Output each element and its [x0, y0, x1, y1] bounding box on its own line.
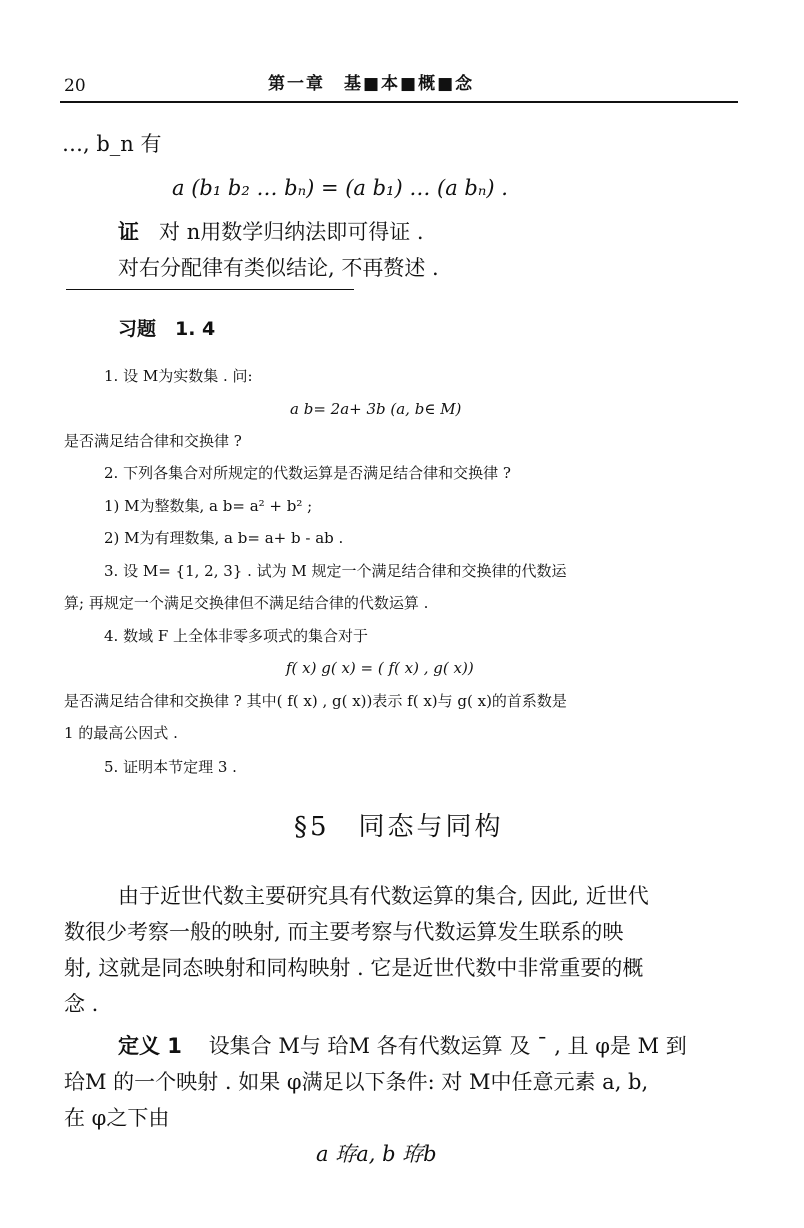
section-rule — [66, 289, 354, 290]
exercise-5: 5. 证明本节定理 3 . — [104, 758, 237, 776]
exercise-1-formula: a b= 2a+ 3b (a, b∈ M) — [290, 400, 462, 418]
exercise-3-cont: 算; 再规定一个满足交换律但不满足结合律的代数运算 . — [64, 594, 429, 612]
header-rule — [60, 101, 738, 103]
exercise-4: 4. 数域 F 上全体非零多项式的集合对于 — [104, 627, 369, 645]
section-title: §5 同态与同构 — [294, 812, 504, 842]
chapter-header: 第一章 基■本■概■念 — [268, 74, 475, 94]
exercise-4-formula: f( x) g( x) = ( f( x) , g( x)) — [286, 659, 474, 677]
definition-label: 定义 1 — [118, 1034, 182, 1058]
exercise-1: 1. 设 M为实数集 . 问: — [104, 367, 253, 385]
paragraph-line-3: 射, 这就是同态映射和同构映射 . 它是近世代数中非常重要的概 — [64, 956, 644, 980]
exercise-2: 2. 下列各集合对所规定的代数运算是否满足结合律和交换律 ? — [104, 464, 511, 482]
continuation-line: …, b_n 有 — [62, 132, 162, 156]
paragraph-line-2: 数很少考察一般的映射, 而主要考察与代数运算发生联系的映 — [64, 920, 624, 944]
remark-line: 对右分配律有类似结论, 不再赘述 . — [118, 256, 439, 280]
definition-line-3: 在 φ之下由 — [64, 1106, 170, 1130]
exercise-3: 3. 设 M= {1, 2, 3} . 试为 M 规定一个满足结合律和交换律的代数运 — [104, 562, 567, 580]
paragraph-line-4: 念 . — [64, 992, 99, 1016]
definition-line-2: 珨M 的一个映射 . 如果 φ满足以下条件: 对 M中任意元素 a, b, — [64, 1070, 649, 1094]
exercise-4-question: 是否满足结合律和交换律 ? 其中( f( x) , g( x))表示 f( x)与 g( x)的首系数是 — [64, 692, 567, 710]
proof-text: 对 n用数学归纳法即可得证 . — [159, 220, 424, 244]
exercise-4-cont: 1 的最高公因式 . — [64, 724, 178, 742]
exercise-2-part-2: 2) M为有理数集, a b= a+ b - ab . — [104, 529, 344, 547]
distributive-formula: a (b₁ b₂ … bₙ) = (a b₁) … (a bₙ) . — [172, 176, 508, 200]
exercise-title: 习题 1. 4 — [118, 318, 216, 340]
definition-line-1 — [118, 1036, 687, 1057]
exercise-2-part-1: 1) M为整数集, a b= a² + b² ; — [104, 497, 313, 515]
page-number: 20 — [64, 76, 86, 96]
exercise-1-question: 是否满足结合律和交换律 ? — [64, 432, 242, 450]
paragraph-line-1: 由于近世代数主要研究具有代数运算的集合, 因此, 近世代 — [118, 884, 649, 908]
proof-line — [118, 222, 424, 243]
proof-label: 证 — [118, 220, 139, 244]
definition-text-1: 设集合 M与 珨M 各有代数运算 及 ¯ , 且 φ是 M 到 — [208, 1034, 687, 1058]
definition-mapping: a 珔a, b 珔b — [316, 1142, 437, 1166]
